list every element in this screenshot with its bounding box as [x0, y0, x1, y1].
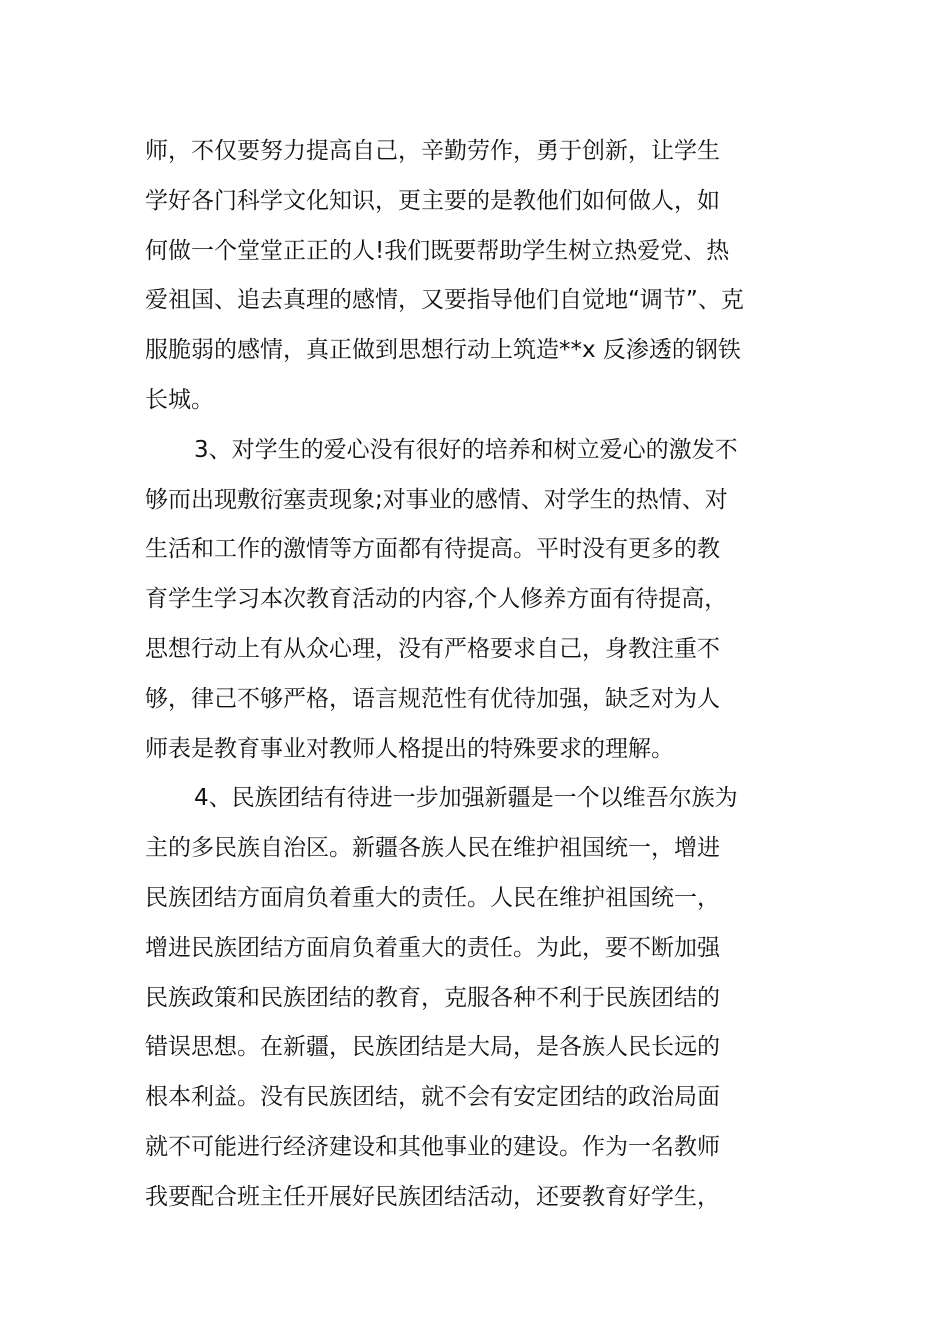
text-line: 育学生学习本次教育活动的内容,个人修养方面有待提高，	[145, 586, 728, 613]
text-line: 师，不仅要努力提高自己，辛勤劳作，勇于创新，让学生	[145, 138, 720, 164]
text-line: 就不可能进行经济建设和其他事业的建设。作为一名教师	[145, 1133, 720, 1160]
paragraph-4-first-line: 4、民族团结有待进一步加强新疆是一个以维吾尔族为	[194, 785, 738, 812]
text-line: 民族团结方面肩负着重大的责任。人民在维护祖国统一，	[145, 884, 720, 911]
text-line: 何做一个堂堂正正的人!我们既要帮助学生树立热爱党、热	[145, 237, 730, 264]
text-line: 爱祖国、追去真理的感情，又要指导他们自觉地“调节”、克	[145, 287, 744, 314]
text-line: 生活和工作的激情等方面都有待提高。平时没有更多的教	[145, 536, 720, 563]
text-line: 根本利益。没有民族团结，就不会有安定团结的政治局面	[145, 1084, 720, 1111]
text-line: 增进民族团结方面肩负着重大的责任。为此，要不断加强	[145, 934, 720, 961]
body-text	[145, 127, 810, 1223]
text-line: 民族政策和民族团结的教育，克服各种不利于民族团结的	[145, 984, 720, 1011]
text-line: 够，律己不够严格，语言规范性有优待加强，缺乏对为人	[145, 685, 720, 712]
text-line: 服脆弱的感情，真正做到思想行动上筑造**x 反渗透的钢铁	[145, 337, 741, 364]
text-line: 主的多民族自治区。新疆各族人民在维护祖国统一，增进	[145, 835, 720, 862]
text-line: 师表是教育事业对教师人格提出的特殊要求的理解。	[145, 735, 674, 762]
text-line: 够而出现敷衍塞责现象;对事业的感情、对学生的热情、对	[145, 486, 728, 513]
text-line: 思想行动上有从众心理，没有严格要求自己，身教注重不	[145, 635, 720, 662]
paragraph-3-first-line: 3、对学生的爱心没有很好的培养和树立爱心的激发不	[194, 436, 738, 463]
text-line: 学好各门科学文化知识，更主要的是教他们如何做人，如	[145, 187, 720, 214]
text-line: 长城。	[145, 386, 214, 413]
text-line: 错误思想。在新疆，民族团结是大局，是各族人民长远的	[145, 1034, 720, 1061]
text-line: 我要配合班主任开展好民族团结活动，还要教育好学生，	[145, 1183, 720, 1210]
